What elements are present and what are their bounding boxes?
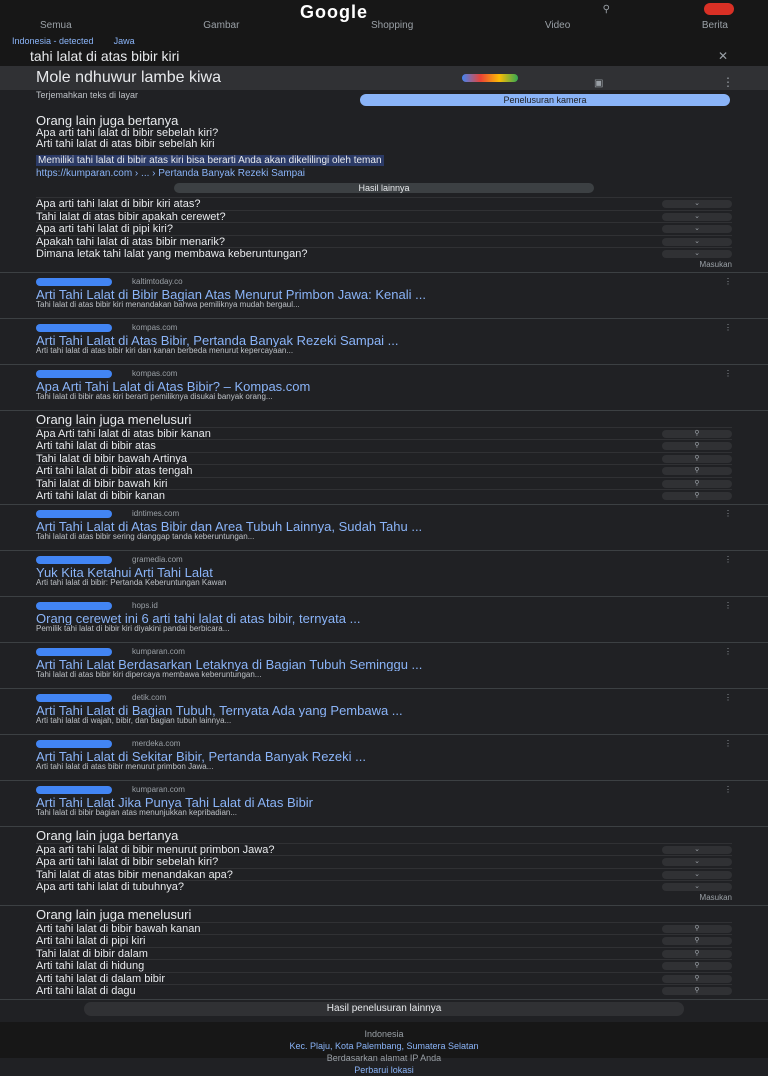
paa-question[interactable]: Apa arti tahi lalat di bibir menurut primbon Jawa? ⌄ xyxy=(36,843,732,856)
result-title[interactable]: Yuk Kita Ketahui Arti Tahi Lalat xyxy=(36,565,213,579)
site-favicon xyxy=(36,278,112,286)
paa-question[interactable]: Apa arti tahi lalat di tubuhnya? ⌄ xyxy=(36,880,732,893)
query-text: tahi lalat di atas bibir kiri xyxy=(30,48,180,64)
more-button[interactable]: Hasil lainnya xyxy=(174,183,594,193)
search-result xyxy=(0,505,768,551)
section-title: Orang lain juga bertanya xyxy=(36,827,179,843)
site-favicon xyxy=(36,324,112,332)
site-favicon xyxy=(36,694,112,702)
site-favicon xyxy=(36,370,112,378)
footer-location-note: Berdasarkan alamat IP Anda xyxy=(326,1052,442,1063)
result-snippet: Pemilik tahi lalat di bibir kiri diyakini pandai berbicara... xyxy=(36,624,230,633)
search-result xyxy=(0,365,768,411)
site-favicon xyxy=(36,740,112,748)
result-site[interactable]: idntimes.com xyxy=(132,508,180,518)
more-options-icon[interactable]: ⋮ xyxy=(724,322,732,332)
result-site[interactable]: kompas.com xyxy=(132,322,178,332)
paa-question[interactable]: Apakah tahi lalat di atas bibir menarik? ⌄ xyxy=(36,235,732,248)
paa-question[interactable]: Apa arti tahi lalat di bibir sebelah kiri? ⌄ xyxy=(36,855,732,868)
chevron-down-icon[interactable]: ⌄ xyxy=(662,200,732,208)
search-icon[interactable]: ⚲ xyxy=(662,492,732,500)
search-result xyxy=(0,551,768,597)
search-input[interactable] xyxy=(0,46,768,66)
result-title[interactable]: Arti Tahi Lalat di Bibir Bagian Atas Menurut Primbon Jawa: Kenali ... xyxy=(36,287,426,301)
result-snippet: Arti tahi lalat di wajah, bibir, dan bagian tubuh lainnya... xyxy=(36,716,232,725)
site-favicon xyxy=(36,602,112,610)
tab-shopping[interactable]: Shopping xyxy=(371,20,414,31)
paa-source-link[interactable]: https://kumparan.com › ... › Pertanda Banyak Rezeki Sampai xyxy=(36,168,306,179)
result-snippet: Tahi lalat di atas bibir kiri dipercaya membawa keberuntungan... xyxy=(36,670,262,679)
search-tabs xyxy=(0,20,768,36)
result-snippet: Arti tahi lalat di atas bibir kiri dan kanan berbeda menurut kepercayaan... xyxy=(36,346,294,355)
result-site[interactable]: kaltimtoday.co xyxy=(132,276,183,286)
result-site[interactable]: kumparan.com xyxy=(132,646,185,656)
related-search-item[interactable]: Tahi lalat di bibir bawah kiri ⚲ xyxy=(36,477,732,490)
search-icon[interactable]: ⚲ xyxy=(662,467,732,475)
more-options-icon[interactable]: ⋮ xyxy=(722,75,734,89)
search-icon[interactable]: ⚲ xyxy=(662,975,732,983)
search-result xyxy=(0,597,768,643)
search-icon[interactable]: ⚲ xyxy=(662,925,732,933)
footer-country: Indonesia xyxy=(364,1028,404,1039)
result-title[interactable]: Arti Tahi Lalat Jika Punya Tahi Lalat di Atas Bibir xyxy=(36,795,314,809)
search-result xyxy=(0,319,768,365)
more-options-icon[interactable]: ⋮ xyxy=(724,600,732,610)
search-result xyxy=(0,643,768,689)
chevron-down-icon[interactable]: ⌄ xyxy=(662,225,732,233)
top-bar xyxy=(0,0,768,36)
search-icon[interactable]: ⚲ xyxy=(662,455,732,463)
paa-answer: Arti tahi lalat di atas bibir sebelah kiri xyxy=(36,138,215,150)
related-searches-bottom xyxy=(0,906,768,1000)
more-options-icon[interactable]: ⋮ xyxy=(724,738,732,748)
paa-question[interactable]: Dimana letak tahi lalat yang membawa keberuntungan? ⌄ xyxy=(36,247,732,260)
site-favicon xyxy=(36,786,112,794)
search-icon[interactable]: ⚲ xyxy=(662,442,732,450)
result-site[interactable]: merdeka.com xyxy=(132,738,181,748)
more-options-icon[interactable]: ⋮ xyxy=(724,692,732,702)
google-logo[interactable]: Google xyxy=(300,2,368,22)
result-title[interactable]: Arti Tahi Lalat di Atas Bibir dan Area Tubuh Lainnya, Sudah Tahu ... xyxy=(36,519,423,533)
more-options-icon[interactable]: ⋮ xyxy=(724,784,732,794)
site-favicon xyxy=(36,556,112,564)
related-search-item[interactable]: Arti tahi lalat di hidung ⚲ xyxy=(36,959,732,972)
people-also-ask-bottom xyxy=(0,827,768,906)
related-search-item[interactable]: Arti tahi lalat di dagu ⚲ xyxy=(36,984,732,997)
site-favicon xyxy=(36,510,112,518)
search-icon[interactable]: ⚲ xyxy=(662,950,732,958)
more-options-icon[interactable]: ⋮ xyxy=(724,554,732,564)
paa-expanded-question[interactable]: Apa arti tahi lalat di bibir sebelah kiri? xyxy=(36,127,219,139)
more-results-button[interactable]: Hasil penelusuran lainnya xyxy=(84,1002,684,1016)
paa-question[interactable]: Apa arti tahi lalat di pipi kiri? ⌄ xyxy=(36,222,732,235)
more-options-icon[interactable]: ⋮ xyxy=(724,508,732,518)
result-snippet: Tahi lalat di atas bibir sering dianggap tanda keberuntungan... xyxy=(36,532,255,541)
result-snippet: Arti tahi lalat di atas bibir menurut primbon Jawa... xyxy=(36,762,214,771)
suggestion-hint: Terjemahkan teks di layar xyxy=(36,90,139,100)
camera-icon[interactable]: ▣ xyxy=(594,78,604,89)
site-favicon xyxy=(36,648,112,656)
result-site[interactable]: kumparan.com xyxy=(132,784,185,794)
people-also-ask-top xyxy=(0,112,768,273)
avatar[interactable] xyxy=(704,3,734,15)
related-search-item[interactable]: Arti tahi lalat di bibir kanan ⚲ xyxy=(36,489,732,502)
apps-icon[interactable]: ⚲ xyxy=(602,4,610,15)
tab-all[interactable]: Semua xyxy=(40,20,72,31)
tab-video[interactable]: Video xyxy=(544,20,571,31)
related-search-item[interactable]: Arti tahi lalat di bibir bawah kanan ⚲ xyxy=(36,922,732,935)
tab-news[interactable]: Berita xyxy=(701,20,728,31)
more-options-icon[interactable]: ⋮ xyxy=(724,276,732,286)
translation-box xyxy=(0,66,768,90)
result-title[interactable]: Orang cerewet ini 6 arti tahi lalat di atas bibir, ternyata ... xyxy=(36,611,361,625)
chevron-down-icon[interactable]: ⌄ xyxy=(662,238,732,246)
footer-location: Kec. Plaju, Kota Palembang, Sumatera Selatan xyxy=(289,1040,479,1051)
close-icon[interactable]: ✕ xyxy=(717,49,728,63)
camera-search-button[interactable]: Penelusuran kamera xyxy=(360,94,730,106)
search-result xyxy=(0,735,768,781)
chevron-down-icon[interactable]: ⌄ xyxy=(662,858,732,866)
chevron-down-icon[interactable]: ⌄ xyxy=(662,250,732,258)
result-title[interactable]: Apa Arti Tahi Lalat di Atas Bibir? – Kompas.com xyxy=(36,379,311,393)
chevron-down-icon[interactable]: ⌄ xyxy=(662,883,732,891)
search-result xyxy=(0,273,768,319)
section-title: Orang lain juga bertanya xyxy=(36,113,179,128)
chevron-down-icon[interactable]: ⌄ xyxy=(662,213,732,221)
search-result xyxy=(0,781,768,827)
related-searches-top xyxy=(0,411,768,505)
result-title[interactable]: Arti Tahi Lalat di Sekitar Bibir, Pertanda Banyak Rezeki ... xyxy=(36,749,366,763)
result-title[interactable]: Arti Tahi Lalat di Atas Bibir, Pertanda Banyak Rezeki Sampai ... xyxy=(36,333,399,347)
result-snippet: Tahi lalat di atas bibir kiri menandakan bahwa pemiliknya mudah bergaul... xyxy=(36,300,300,309)
result-site[interactable]: detik.com xyxy=(132,692,167,702)
feedback-link[interactable]: Masukan xyxy=(699,259,732,269)
more-options-icon[interactable]: ⋮ xyxy=(724,368,732,378)
google-lens-icon[interactable] xyxy=(462,74,518,82)
result-snippet: Arti tahi lalat di bibir: Pertanda Keberuntungan Kawan xyxy=(36,578,227,587)
location-region[interactable]: Jawa xyxy=(113,36,135,46)
paa-answer-highlight: Memiliki tahi lalat di bibir atas kiri bisa berarti Anda akan dikelilingi oleh teman xyxy=(38,155,382,166)
tab-images[interactable]: Gambar xyxy=(203,20,240,31)
related-search-item[interactable]: Apa Arti tahi lalat di atas bibir kanan ⚲ xyxy=(36,427,732,440)
paa-question[interactable]: Tahi lalat di atas bibir menandakan apa? ⌄ xyxy=(36,868,732,881)
result-title[interactable]: Arti Tahi Lalat di Bagian Tubuh, Ternyata Ada yang Pembawa ... xyxy=(36,703,403,717)
related-search-item[interactable]: Tahi lalat di bibir dalam ⚲ xyxy=(36,947,732,960)
feedback-link[interactable]: Masukan xyxy=(699,892,732,902)
related-search-item[interactable]: Arti tahi lalat di dalam bibir ⚲ xyxy=(36,972,732,985)
more-options-icon[interactable]: ⋮ xyxy=(724,646,732,656)
search-result xyxy=(0,689,768,735)
related-search-item[interactable]: Arti tahi lalat di bibir atas ⚲ xyxy=(36,439,732,452)
search-icon[interactable]: ⚲ xyxy=(662,987,732,995)
chevron-down-icon[interactable]: ⌄ xyxy=(662,871,732,879)
chevron-down-icon[interactable]: ⌄ xyxy=(662,846,732,854)
section-title: Orang lain juga menelusuri xyxy=(36,906,192,922)
update-location-link[interactable]: Perbarui lokasi xyxy=(354,1064,414,1075)
related-search-item[interactable]: Tahi lalat di bibir bawah Artinya ⚲ xyxy=(36,452,732,465)
search-icon[interactable]: ⚲ xyxy=(662,480,732,488)
result-site[interactable]: kompas.com xyxy=(132,368,178,378)
result-site[interactable]: gramedia.com xyxy=(132,554,183,564)
search-icon[interactable]: ⚲ xyxy=(662,937,732,945)
translation-text: Mole ndhuwur lambe kiwa xyxy=(36,69,221,86)
search-icon[interactable]: ⚲ xyxy=(662,962,732,970)
location-bar xyxy=(0,36,768,46)
paa-question[interactable]: Tahi lalat di atas bibir apakah cerewet? ⌄ xyxy=(36,210,732,223)
result-snippet: Tahi lalat di bibir bagian atas menunjukkan kepribadian... xyxy=(36,808,238,817)
section-title: Orang lain juga menelusuri xyxy=(36,411,192,427)
result-title[interactable]: Arti Tahi Lalat Berdasarkan Letaknya di Bagian Tubuh Seminggu ... xyxy=(36,657,423,671)
related-search-item[interactable]: Arti tahi lalat di pipi kiri ⚲ xyxy=(36,934,732,947)
camera-suggestion xyxy=(0,90,768,112)
result-site[interactable]: hops.id xyxy=(132,600,158,610)
result-snippet: Tahi lalat di bibir atas kiri berarti pemiliknya disukai banyak orang... xyxy=(36,392,273,401)
location-country[interactable]: Indonesia - detected xyxy=(12,36,94,46)
footer xyxy=(0,1022,768,1075)
paa-question[interactable]: Apa arti tahi lalat di bibir kiri atas? ⌄ xyxy=(36,197,732,210)
related-search-item[interactable]: Arti tahi lalat di bibir atas tengah ⚲ xyxy=(36,464,732,477)
search-icon[interactable]: ⚲ xyxy=(662,430,732,438)
